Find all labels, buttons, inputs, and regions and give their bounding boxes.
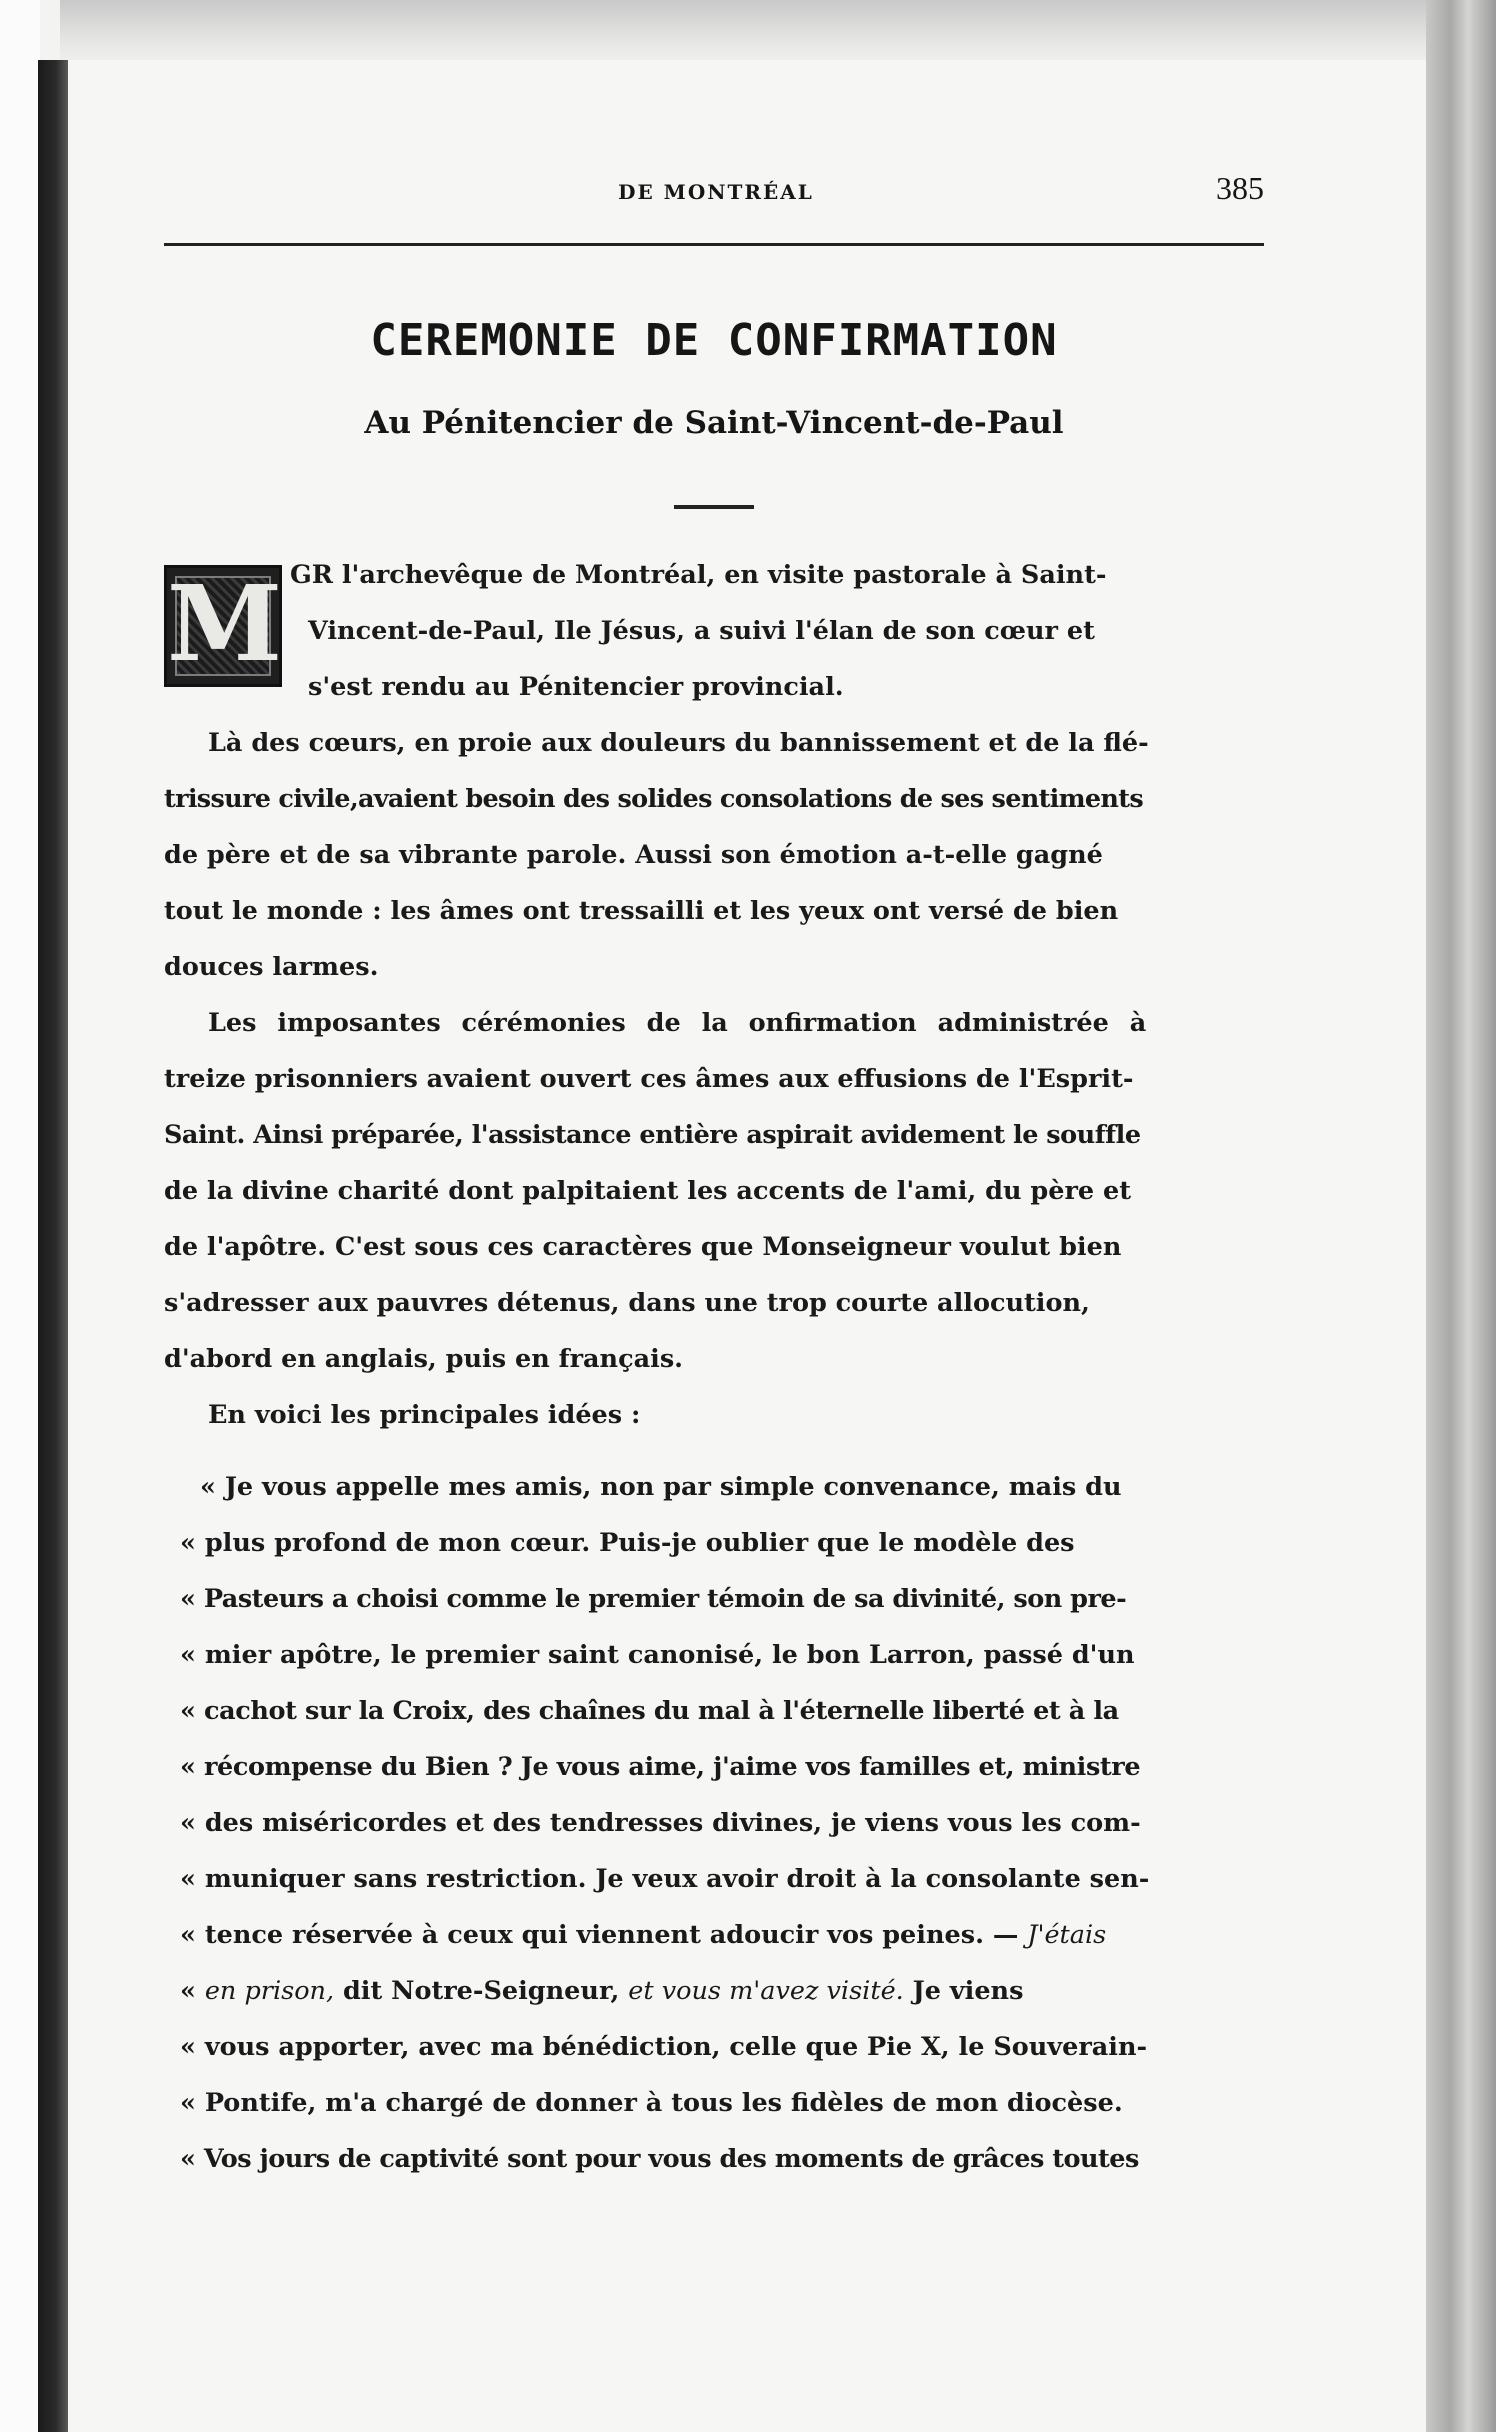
text-line: Vincent-de-Paul, Ile Jésus, a suivi l'élan de son cœur et (308, 616, 1095, 646)
quote-text: Je viens (903, 1976, 1024, 2006)
article-subtitle: Au Pénitencier de Saint-Vincent-de-Paul (364, 405, 1064, 441)
quote-italic: et vous m'avez visité. (628, 1976, 904, 2006)
quote-line: « Pontife, m'a chargé de donner à tous les fidèles de mon diocèse. (180, 2088, 1123, 2118)
text-line: d'abord en anglais, puis en français. (164, 1344, 684, 1374)
text-line: GR l'archevêque de Montréal, en visite pastorale à Saint- (290, 560, 1107, 590)
quote-text: dit Notre-Seigneur, (334, 1976, 629, 2006)
title-separator-rule (674, 505, 754, 509)
quote-italic: J'étais (1027, 1920, 1107, 1950)
initial-letter: M (167, 562, 283, 685)
text-line: douces larmes. (164, 952, 379, 982)
quote-line: « Je vous appelle mes amis, non par simple convenance, mais du (200, 1472, 1122, 1502)
text-line: de la divine charité dont palpitaient les accents de l'ami, du père et (164, 1176, 1131, 1206)
left-page-edge (0, 0, 40, 2432)
text-line: En voici les principales idées : (208, 1400, 641, 1430)
quote-line: « Vos jours de captivité sont pour vous des moments de grâces toutes (180, 2144, 1139, 2174)
quote-italic: en prison, (204, 1976, 335, 2006)
text-line: treize prisonniers avaient ouvert ces âmes aux effusions de l'Esprit- (164, 1064, 1134, 1094)
quote-line: « mier apôtre, le premier saint canonisé, le bon Larron, passé d'un (180, 1640, 1135, 1670)
quote-line: « vous apporter, avec ma bénédiction, celle que Pie X, le Souverain- (180, 2032, 1148, 2062)
text-line: Saint. Ainsi préparée, l'assistance entière aspirait avidement le souffle (164, 1120, 1141, 1150)
decorated-initial (164, 562, 283, 687)
header-rule (164, 243, 1264, 246)
text-line: tout le monde : les âmes ont tressailli et les yeux ont versé de bien (164, 896, 1119, 926)
quote-text: « (180, 1976, 205, 2006)
text-line: s'adresser aux pauvres détenus, dans une trop courte allocution, (164, 1288, 1090, 1318)
quote-line: « récompense du Bien ? Je vous aime, j'aime vos familles et, ministre (180, 1752, 1141, 1782)
page-number: 385 (1216, 170, 1264, 206)
quote-line: « plus profond de mon cœur. Puis-je oublier que le modèle des (180, 1528, 1075, 1558)
text-line: de l'apôtre. C'est sous ces caractères que Monseigneur voulut bien (164, 1232, 1122, 1262)
quote-line: « Pasteurs a choisi comme le premier témoin de sa divinité, son pre- (180, 1584, 1127, 1614)
text-line: Les imposantes cérémonies de la onfirmation administrée à (208, 1008, 1147, 1038)
running-title: DE MONTRÉAL (618, 180, 814, 204)
quote-line (180, 1920, 1106, 1950)
quote-line: « des miséricordes et des tendresses divines, je viens vous les com- (180, 1808, 1141, 1838)
page-edge-stack (1426, 0, 1496, 2432)
quote-line (180, 1976, 1023, 2006)
book-gutter (38, 60, 68, 2432)
text-line: trissure civile,avaient besoin des solides consolations de ses sentiments (164, 784, 1144, 814)
quote-line: « cachot sur la Croix, des chaînes du mal à l'éternelle liberté et à la (180, 1696, 1119, 1726)
article-title: CEREMONIE DE CONFIRMATION (370, 315, 1058, 366)
quote-line: « muniquer sans restriction. Je veux avoir droit à la consolante sen- (180, 1864, 1150, 1894)
text-line: de père et de sa vibrante parole. Aussi son émotion a-t-elle gagné (164, 840, 1103, 870)
text-line: Là des cœurs, en proie aux douleurs du bannissement et de la flé- (208, 728, 1149, 758)
quote-text: « tence réservée à ceux qui viennent adoucir vos peines. — (180, 1920, 1028, 1950)
page (68, 60, 1426, 2432)
text-line: s'est rendu au Pénitencier provincial. (308, 672, 844, 702)
running-head (168, 170, 1264, 220)
